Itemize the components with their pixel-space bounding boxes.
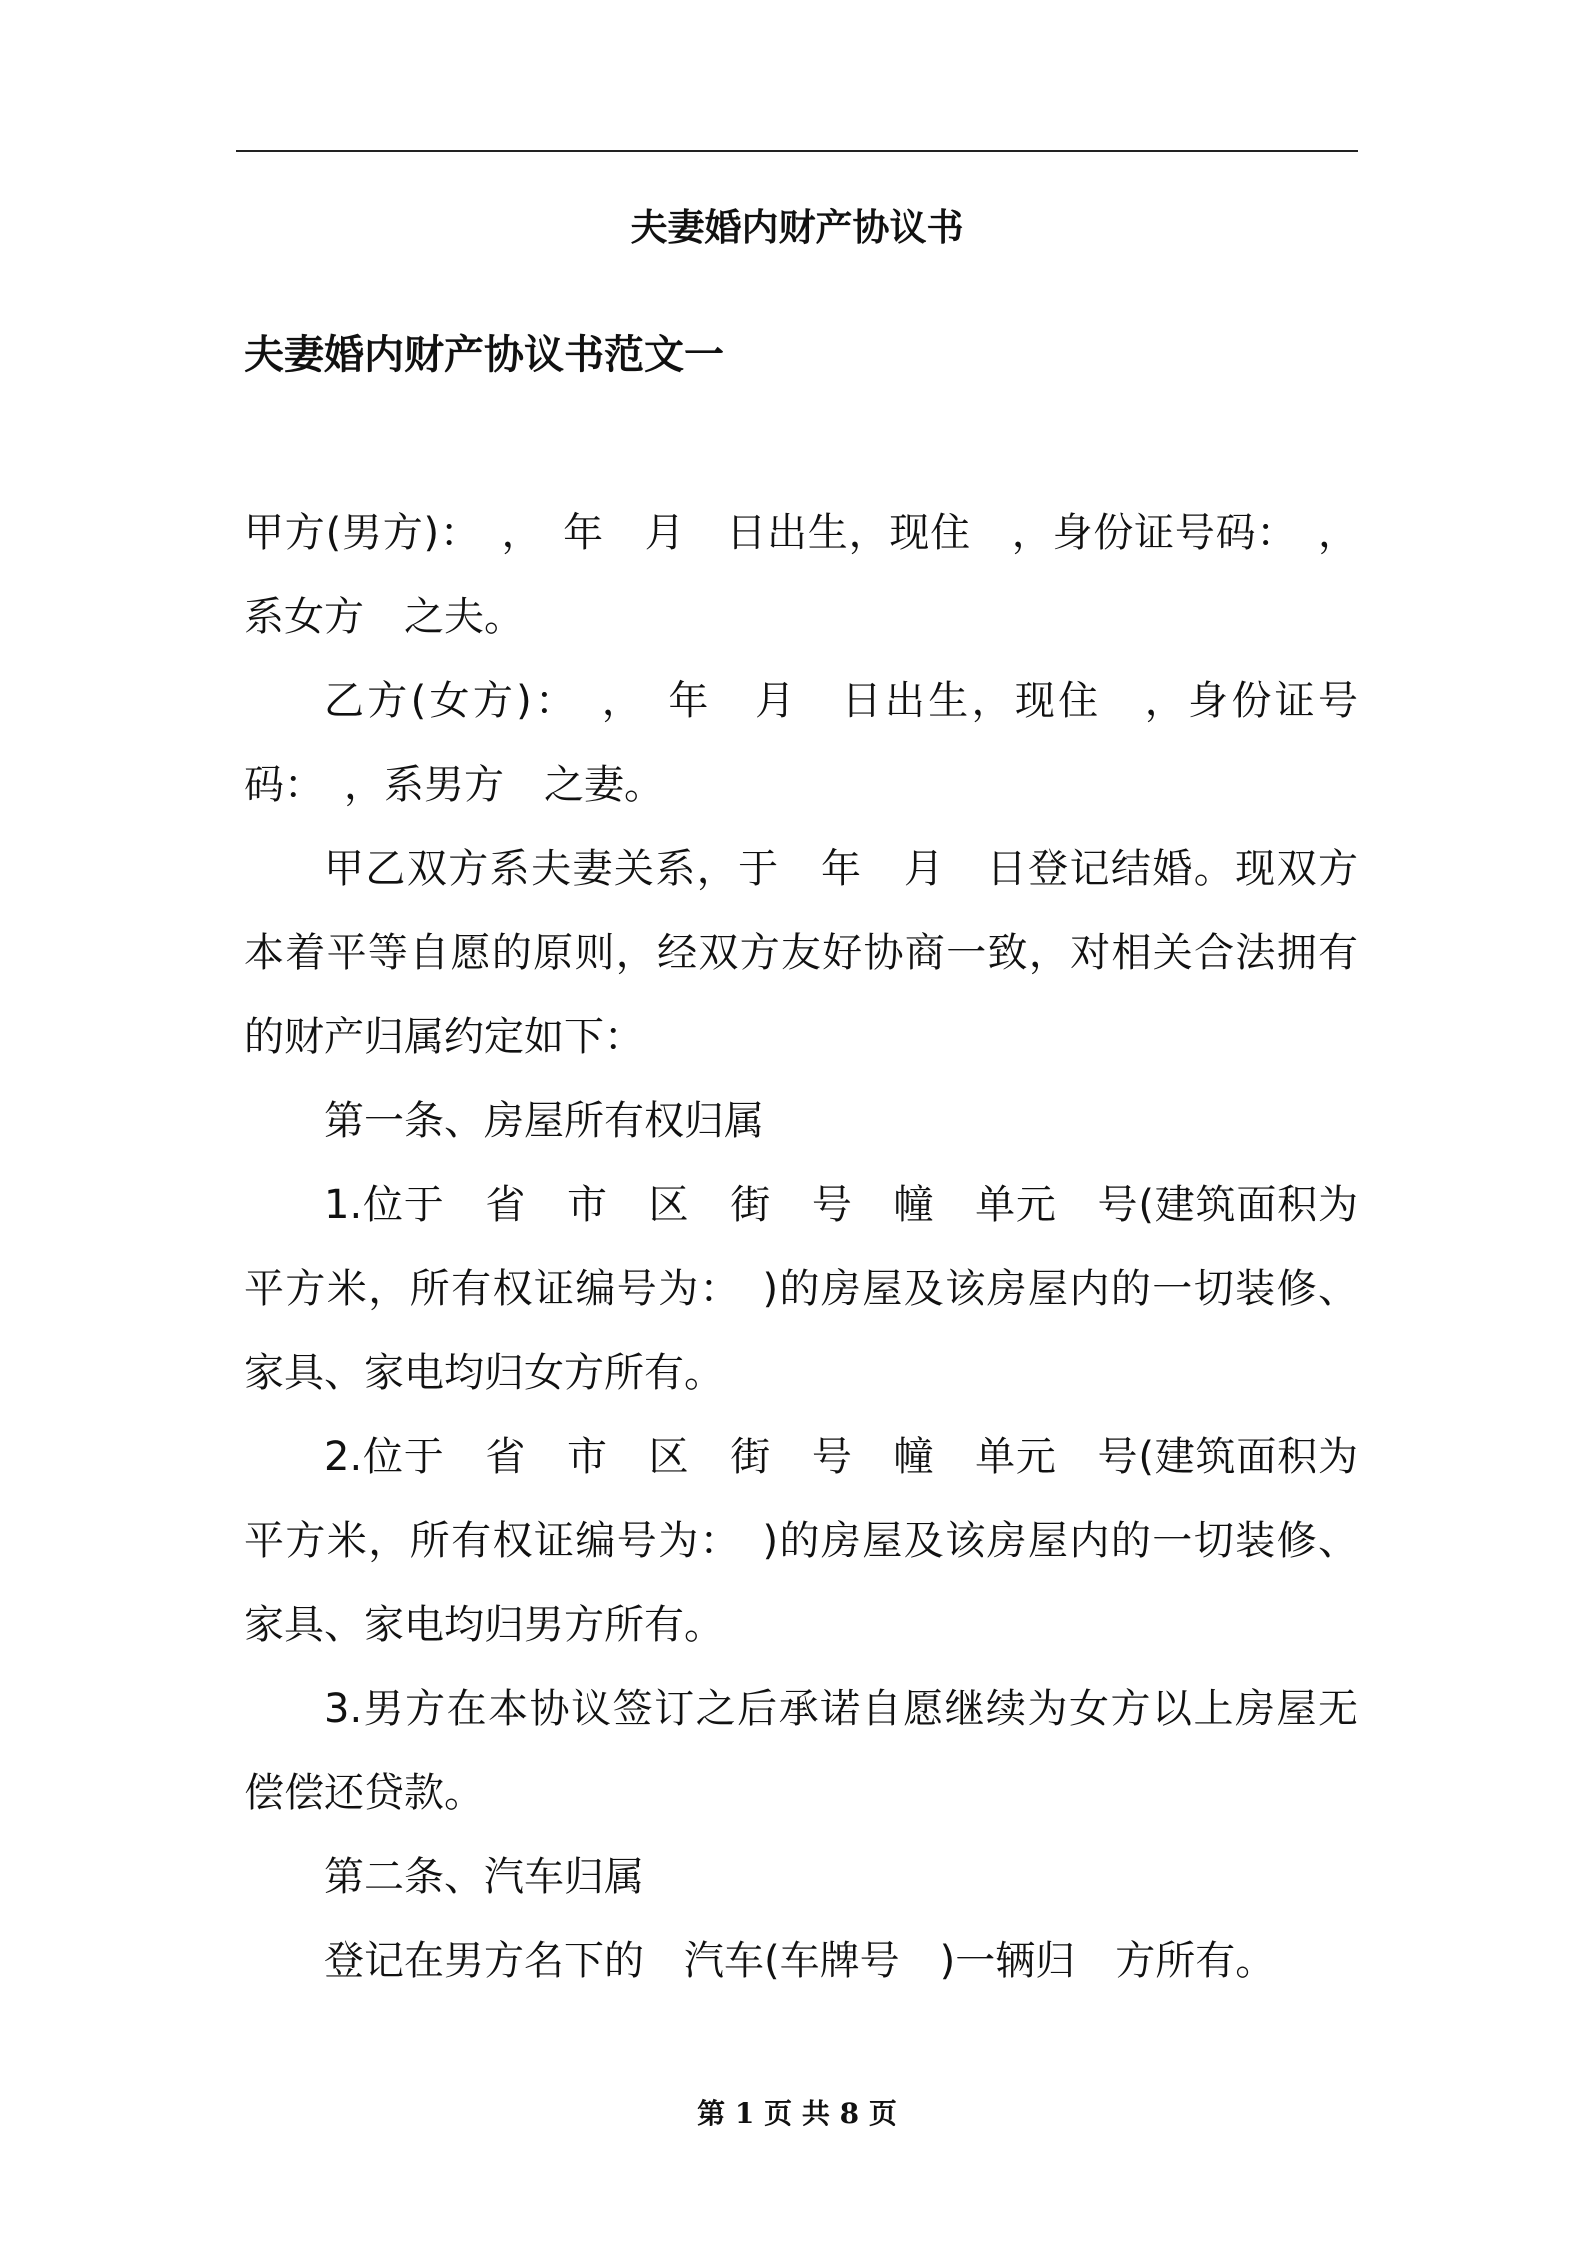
article-1-heading: 第一条、房屋所有权归属 <box>324 1098 764 1144</box>
article-1-clause-3: 3.男方在本协议签订之后承诺自愿继续为女方以上房屋无偿偿还贷款。 <box>244 1686 1358 1816</box>
article-2-clause: 登记在男方名下的 汽车(车牌号 )一辆归 方所有。 <box>324 1938 1276 1984</box>
document-subtitle: 夫妻婚内财产协议书范文一 <box>244 332 724 378</box>
paragraph-marriage-statement: 甲乙双方系夫妻关系，于 年 月 日登记结婚。现双方本着平等自愿的原则，经双方友好协商一致，对相关合法拥有的财产归属约定如下： <box>244 846 1358 1060</box>
page-number: 第 1 页 共 8 页 <box>697 2097 897 2130</box>
header-rule <box>236 150 1358 152</box>
document-title: 夫妻婚内财产协议书 <box>630 206 964 249</box>
document-body <box>244 491 1398 2003</box>
article-1-clause-2: 2.位于 省 市 区 街 号 幢 单元 号(建筑面积为 平方米，所有权证编号为： )的房屋及该房屋内的一切装修、家具、家电均归男方所有。 <box>244 1434 1398 1648</box>
article-2-heading: 第二条、汽车归属 <box>324 1854 644 1900</box>
article-1-clause-1: 1.位于 省 市 区 街 号 幢 单元 号(建筑面积为 平方米，所有权证编号为： )的房屋及该房屋内的一切装修、家具、家电均归女方所有。 <box>244 1182 1398 1396</box>
paragraph-party-b: 乙方(女方)： ， 年 月 日出生，现住 ，身份证号码： ，系男方 之妻。 <box>244 678 1358 808</box>
paragraph-party-a: 甲方(男方)： ， 年 月 日出生，现住 ，身份证号码： ，系女方 之夫。 <box>244 510 1358 640</box>
